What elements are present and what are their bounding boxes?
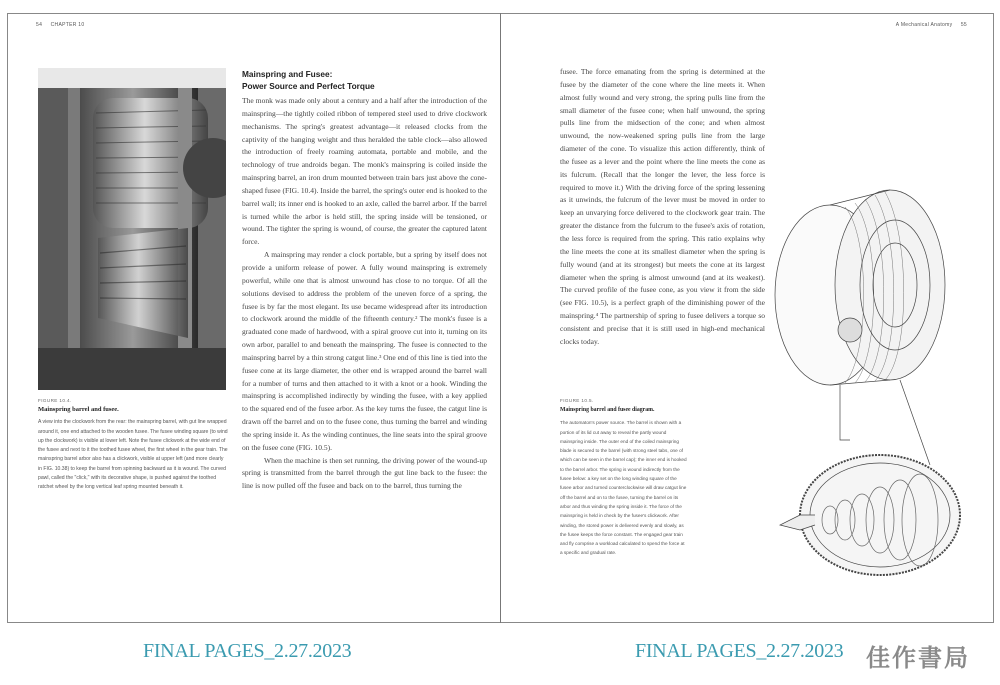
- paragraph: When the machine is then set running, the driving power of the wound-up spring is transmitted from the barrel through the gut line back to the fusee: the line is now pulled off the fusee and back on to the barrel, thus turning the: [242, 455, 487, 491]
- left-body-text: [242, 95, 487, 493]
- publisher-watermark: 佳作書局: [866, 644, 970, 672]
- clockwork-photo: [38, 68, 226, 390]
- paragraph: The monk was made only about a century and a half after the introduction of the mainspring—the tightly coiled ribbon of tempered steel used to drive clockwork mechanisms. The spring's greatest advantage—it released clocks from the captivity of the hanging weight and thus heralded the table clock—also allowed the introduction of freely roaming automata, portable and mobile, and the technology of true androids began. The monk's mainspring is coiled inside the mainspring barrel, an iron drum mounted between train bars just above the cone-shaped fusee (FIG. 10.4). Inside the barrel, the spring's outer end is hooked to the barrel wall; its inner end is hooked to an axle, called the barrel arbor. If the barrel is turned while the arbor is held still, the spring inside will be tensioned, or wound. The tighter the spring is wound, of course, the greater the captured latent force.: [242, 96, 487, 247]
- running-head: CHAPTER 10: [50, 22, 85, 28]
- left-header: [36, 22, 84, 28]
- figure-title: Mainspring barrel and fusee.: [38, 406, 119, 414]
- page-number: 55: [960, 22, 967, 28]
- figure-label: FIGURE 10.5.: [560, 398, 594, 403]
- section-heading: [242, 68, 375, 92]
- final-pages-stamp: FINAL PAGES_2.27.2023: [635, 640, 844, 662]
- heading-line-1: Mainspring and Fusee:: [242, 69, 333, 79]
- spine-divider: [500, 13, 501, 623]
- figure-10-4-caption: [38, 396, 228, 493]
- figure-caption-text: The automaton's power source. The barrel is shown with a portion of its lid cut away to reveal the partly wound mainspring inside. The outer end of the coiled mainspring blade is secured to the barrel (with strong steel tabs, one of which can be seen in the barrel cap); the inner end is hooked to the barrel arbor. The spring is wound indirectly from the fusee below: a key set on the long winding square of the fusee arbor and turned counterclockwise will draw catgut line off the barrel and on to the fusee, turning the barrel on its arbor and thus winding the spring inside it. The force of the mainspring is held in check by the fusee's clickwork. After winding, the stored power is delivered evenly and slowly, as the fusee keeps the force constant. The engaged gear train and fly comprise a workload calculated to spend the force at a specific and gradual rate.: [560, 420, 687, 556]
- right-header: [896, 22, 967, 28]
- page-number: 54: [36, 22, 43, 28]
- barrel-fusee-illustration: [770, 185, 995, 585]
- running-head: A Mechanical Anatomy: [895, 22, 953, 28]
- figure-label: FIGURE 10.4.: [38, 398, 72, 403]
- final-pages-stamp: FINAL PAGES_2.27.2023: [143, 640, 352, 662]
- paragraph: fusee. The force emanating from the spring is determined at the fusee by the diameter of the cone where the line meets it. When almost fully wound and very strong, the spring pulls line from the small diameter of the fusee cone; when half unwound, the spring pulls line from the midsection of the cone; and when almost unwound, the now-weakened spring pulls line from the large diameter of the cone. To visualize this action differently, think of the fusee as a lever and the point where the line meets the cone as its fulcrum. (Recall that the longer the lever, the less force is required to move it.) With the driving force of the spring lessening as it unwinds, the fulcrum of the lever must be moved in order to keep an unvarying force delivered to the clockwork gear train. The greater the distance from the fulcrum to the fusee's axis of rotation, the less force is required from the spring. This ratio explains why the line meets the cone at its smallest diameter when the spring is fully wound (and at its strongest) but meets the cone at its largest diameter when the spring is almost unwound (and at its weakest). The curved profile of the fusee cone, as you view it from the side (see FIG. 10.5), is a perfect graph of the diminishing power of the mainspring.⁴ The partnership of spring to fusee delivers a torque so consistent and precise that it is still used in high-end mechanical clocks today.: [560, 67, 765, 346]
- figure-title: Mainspring barrel and fusee diagram.: [560, 407, 655, 414]
- figure-caption-text: A view into the clockwork from the rear: the mainspring barrel, with gut line wrapped around it, one end attached to the wooden fusee. The fusee winding square (to wind up the clockwork) is visible at lower left. Note the fusee clickwork at the wide end of the fusee and next to it the toothed fusee wheel, the first wheel in the gear train. The mainspring barrel arbor also has a clickwork, visible at upper left (and more clearly in FIG. 10.38) to keep the barrel from spinning backward as it is wound. The curved pawl, called the "click," with its decorative shape, is pushed against the toothed ratchet wheel by the long vertical leaf spring mounted beneath it.: [38, 419, 228, 491]
- paragraph: A mainspring may render a clock portable, but a spring by itself does not provide a uniform release of power. A fully wound mainspring is extremely powerful, while one that is almost unwound has close to no torque. Of all the solutions devised to address the problem of the uneven force of a spring, the fusee is by far the most elegant. Its use became widespread after its introduction to clockwork around the middle of the fifteenth century.² The monk's fusee is a graduated cone made of hardwood, with a spiral groove cut into it, turning on its own arbor, parallel to and beneath the mainspring. The fusee is connected to the mainspring barrel by a thin strong catgut line.³ One end of this line is tied into the fusee cone at its large diameter, the other end is wrapped around the barrel wall for a number of turns and then attached to it with a knot or a hook. Winding the mainspring is accomplished indirectly by winding the fusee, with a key applied to the squared end of the fusee arbor. As the key turns the fusee, the catgut line is drawn off the barrel and on to the fusee cone, thus turning the barrel and winding the spring inside it. As the winding continues, the line seats into the spiral groove on the fusee cone (FIG. 10.5).: [242, 250, 487, 452]
- figure-10-5-caption: [560, 396, 688, 558]
- heading-line-2: Power Source and Perfect Torque: [242, 81, 375, 91]
- right-body-text: [560, 66, 765, 349]
